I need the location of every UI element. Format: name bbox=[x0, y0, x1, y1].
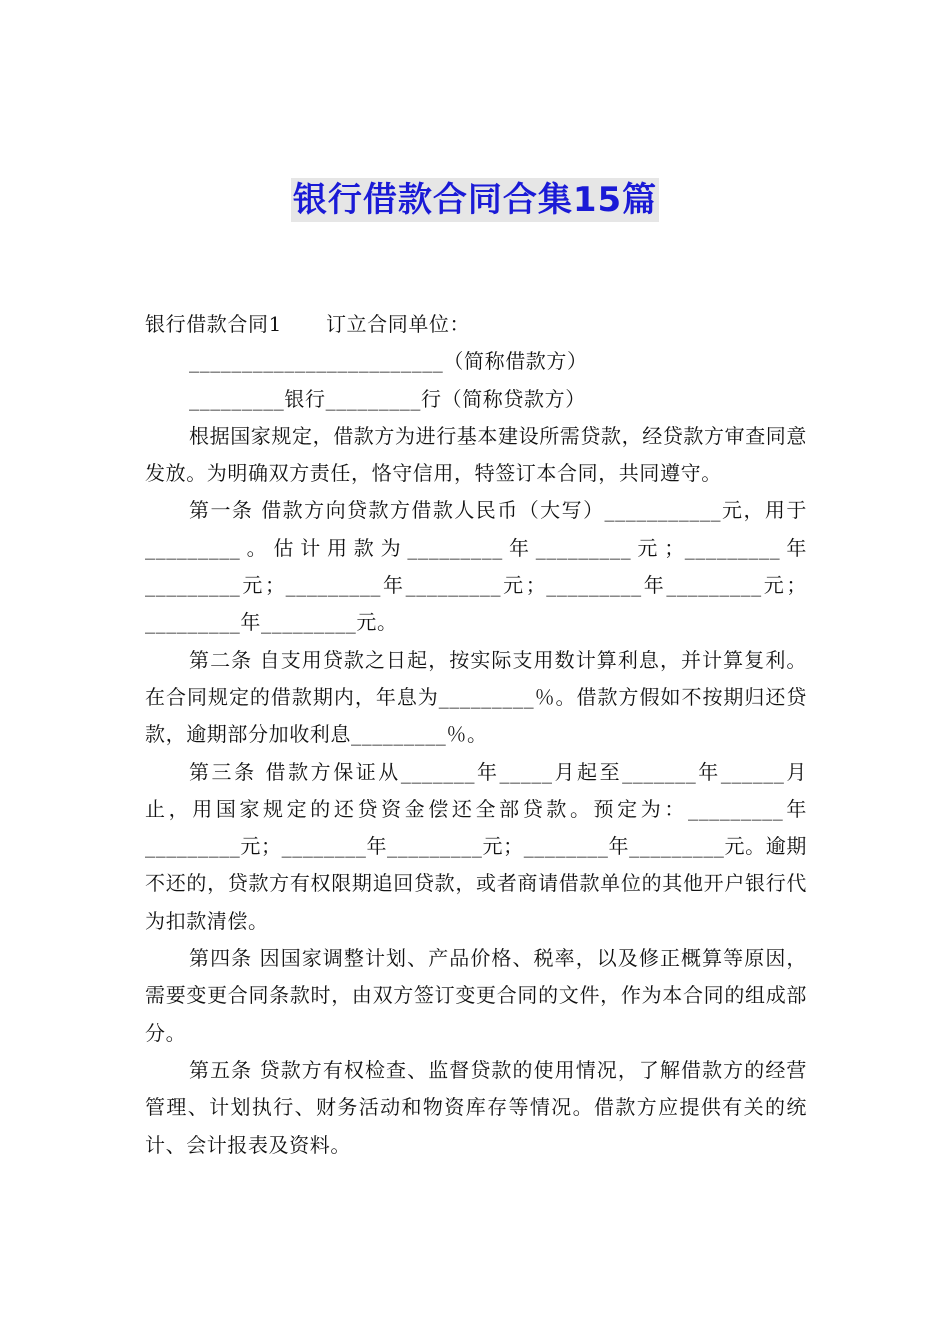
document-body bbox=[145, 306, 807, 1164]
heading-line bbox=[145, 306, 807, 343]
article-3-paragraph: 第三条 借款方保证从_______年_____月起至_______年______月止，用国家规定的还贷资金偿还全部贷款。预定为：_________年_________元；________年_________元；________年_________元。逾期不还的，贷款方有权限期追回贷款，或者商请借款单位的其他开户银行代为扣款清偿。 bbox=[145, 759, 807, 933]
party-label: 订立合同单位： bbox=[325, 312, 471, 336]
article-2-paragraph: 第二条 自支用贷款之日起，按实际支用数计算利息，并计算复利。在合同规定的借款期内，年息为_________％。借款方假如不按期归还贷款，逾期部分加收利息_________％。 bbox=[145, 647, 807, 747]
title-container bbox=[0, 178, 950, 222]
article-1-paragraph: 第一条 借款方向贷款方借款人民币（大写）___________元，用于_________。估计用款为_________年_________元；_________年_________元；_________年_________元；_________年_________元；_________年_________元。 bbox=[145, 498, 807, 635]
borrower-line: ________________________（简称借款方） bbox=[189, 349, 588, 374]
article-4-paragraph: 第四条 因国家调整计划、产品价格、税率，以及修正概算等原因，需要变更合同条款时，由双方签订变更合同的文件，作为本合同的组成部分。 bbox=[145, 946, 807, 1045]
lender-line: _________银行_________行（简称贷款方） bbox=[189, 386, 586, 411]
document-title: 银行借款合同合集15篇 bbox=[292, 180, 658, 220]
article-5-paragraph: 第五条 贷款方有权检查、监督贷款的使用情况，了解借款方的经营管理、计划执行、财务活动和物资库存等情况。借款方应提供有关的统计、会计报表及资料。 bbox=[145, 1057, 807, 1157]
contract-name: 银行借款合同1 bbox=[145, 312, 282, 336]
preamble-paragraph: 根据国家规定，借款方为进行基本建设所需贷款，经贷款方审查同意发放。为明确双方责任，恪守信用，特签订本合同，共同遵守。 bbox=[145, 423, 807, 486]
